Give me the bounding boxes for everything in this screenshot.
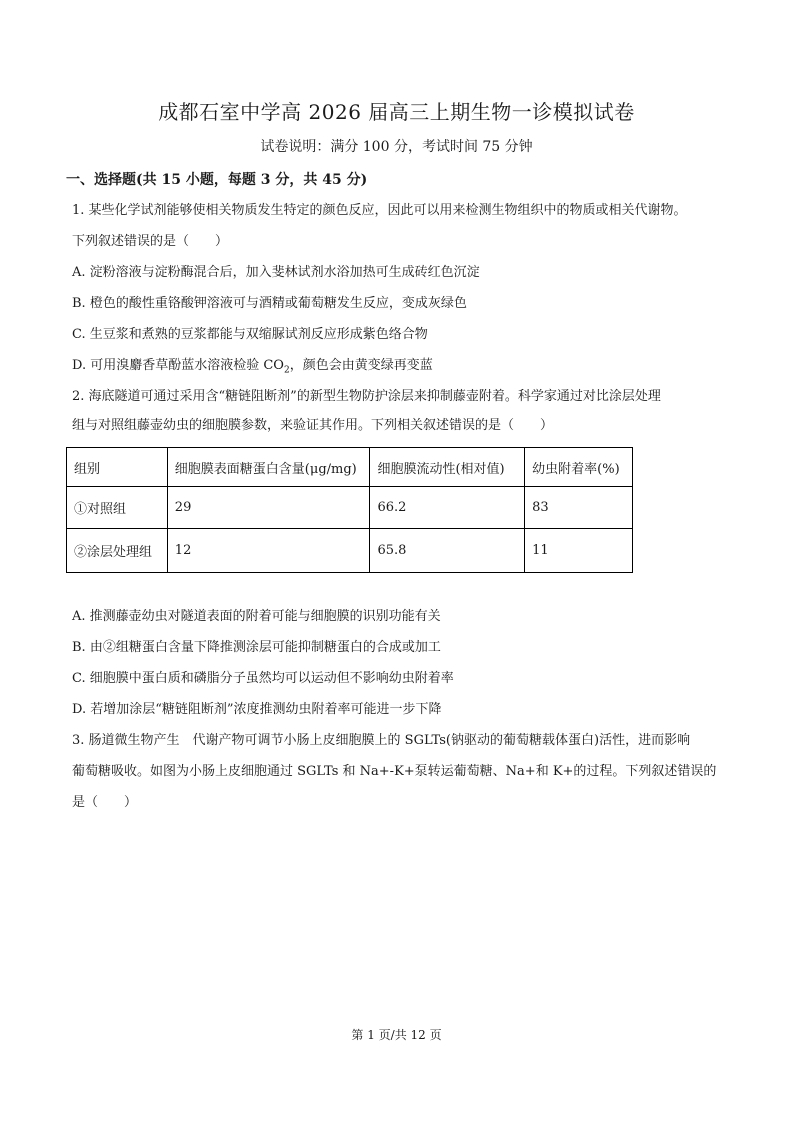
section-heading: 一、选择题(共 15 小题，每题 3 分，共 45 分)	[66, 172, 368, 188]
q3-stem-line2: 葡萄糖吸收。如图为小肠上皮细胞通过 SGLTs 和 Na+-K+泵转运葡萄糖、Na+和 K+的过程。下列叙述错误的	[72, 764, 717, 779]
table-row	[67, 487, 633, 529]
q1-option-d	[72, 357, 732, 380]
q1-option-d-text: D. 可用溴麝香草酚蓝水溶液检验 CO	[72, 358, 284, 373]
q3-stem-line1: 3. 肠道微生物产生 代谢产物可调节小肠上皮细胞膜上的 SGLTs(钠驱动的葡萄糖载体蛋白)活性，进而影响	[72, 733, 691, 748]
q2-stem-line1: 2. 海底隧道可通过采用含“糖链阻断剂”的新型生物防护涂层来抑制藤壶附着。科学家通过对比涂层处理	[72, 389, 661, 404]
q1-stem-line1: 1. 某些化学试剂能够使相关物质发生特定的颜色反应，因此可以用来检测生物组织中的物质或相关代谢物。	[72, 203, 687, 218]
q2-option-c: C. 细胞膜中蛋白质和磷脂分子虽然均可以运动但不影响幼虫附着率	[72, 671, 454, 686]
q1-option-d-subscript: 2	[283, 365, 290, 376]
table-row	[67, 529, 633, 573]
table-cell: ①对照组	[67, 487, 168, 529]
q1-option-d-tail: ，颜色会由黄变绿再变蓝	[289, 358, 433, 373]
q2-option-b: B. 由②组糖蛋白含量下降推测涂层可能抑制糖蛋白的合成或加工	[72, 640, 441, 655]
q2-option-d: D. 若增加涂层“糖链阻断剂”浓度推测幼虫附着率可能进一步下降	[72, 702, 442, 717]
q1-option-a: A. 淀粉溶液与淀粉酶混合后，加入斐林试剂水浴加热可生成砖红色沉淀	[72, 265, 480, 280]
table-cell: 83	[525, 487, 633, 529]
page-number: 第 1 页/共 12 页	[351, 1028, 442, 1042]
table-cell: ②涂层处理组	[67, 529, 168, 573]
q1-option-c: C. 生豆浆和煮熟的豆浆都能与双缩脲试剂反应形成紫色络合物	[72, 327, 428, 342]
table-header-cell: 幼虫附着率(%)	[525, 448, 633, 487]
q3-stem-line3: 是（ ）	[72, 795, 138, 810]
table-cell: 65.8	[370, 529, 525, 573]
q1-stem-line2: 下列叙述错误的是（ ）	[72, 234, 229, 249]
table-cell: 29	[167, 487, 370, 529]
table-cell: 66.2	[370, 487, 525, 529]
exam-title: 成都石室中学高 2026 届高三上期生物一诊模拟试卷	[158, 100, 635, 124]
exam-instructions: 试卷说明：满分 100 分，考试时间 75 分钟	[260, 139, 533, 155]
q2-stem-line2: 组与对照组藤壶幼虫的细胞膜参数，来验证其作用。下列相关叙述错误的是（ ）	[72, 418, 554, 433]
table-header-cell: 组别	[67, 448, 168, 487]
table-cell: 11	[525, 529, 633, 573]
table-header-cell: 细胞膜流动性(相对值)	[370, 448, 525, 487]
q1-option-b: B. 橙色的酸性重铬酸钾溶液可与酒精或葡萄糖发生反应，变成灰绿色	[72, 296, 467, 311]
q2-option-a: A. 推测藤壶幼虫对隧道表面的附着可能与细胞膜的识别功能有关	[72, 609, 441, 624]
table-header-cell: 细胞膜表面糖蛋白含量(μg/mg)	[167, 448, 370, 487]
table-header-row	[67, 448, 633, 487]
q2-data-table	[66, 447, 633, 573]
table-cell: 12	[167, 529, 370, 573]
